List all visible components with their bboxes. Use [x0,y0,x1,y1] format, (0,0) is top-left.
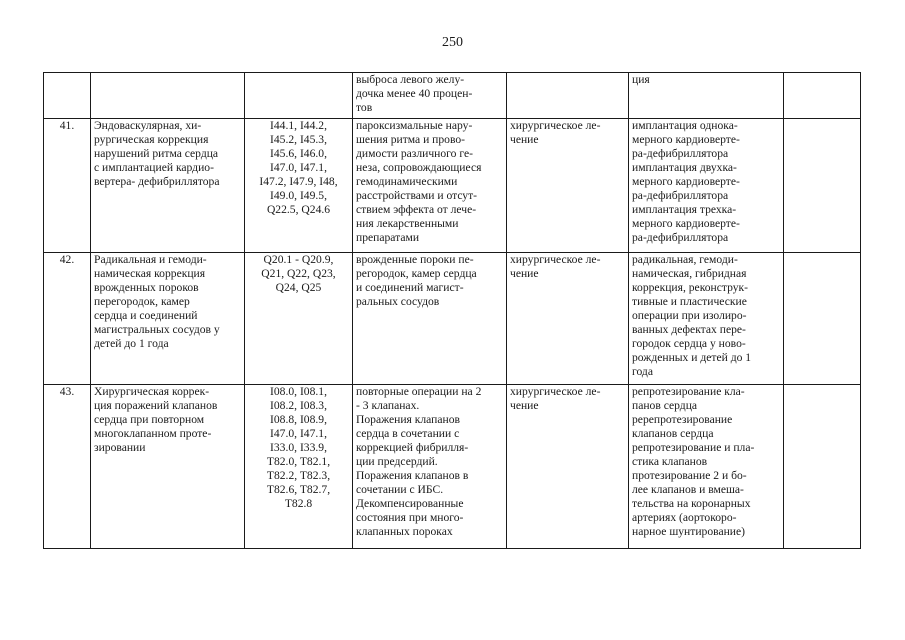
cell-text-line: артериях (аортокоро- [632,511,737,524]
cell-text-line: детей до 1 года [94,337,169,350]
cell-text-line: имплантация трехка- [632,203,737,216]
cell-text-line: Декомпенсированные [356,497,464,510]
cell-text-line: намическая, гибридная [632,267,747,280]
cell-text-line: намическая коррекция [94,267,206,280]
row-number-cell [44,253,91,385]
cell-text-line: регородок, камер сердца [356,267,477,280]
cell-text-line: перегородок, камер [94,295,190,308]
cell-text-line: T82.2, T82.3, [266,469,331,482]
cell-text-line: Q21, Q22, Q23, [261,267,336,280]
cell-text-line: городок сердца у ново- [632,337,746,350]
cell-text-line: операции при изолиро- [632,309,747,322]
cell-text-line: дочка менее 40 процен- [356,87,473,100]
patient-model-cell [353,385,507,549]
cell-text-line: сердца при повторном [94,413,205,426]
cell-text-line: тельства на коронарных [632,497,751,510]
cell-text-line: ции предсердий. [356,455,438,468]
cell-text-line: стика клапанов [632,455,708,468]
cell-text-line: состояния при много- [356,511,464,524]
cell-text-line: повторные операции на 2 [356,385,482,398]
cell-text-line: ра-дефибриллятора [632,189,729,202]
cell-text-line: многоклапанном проте- [94,427,212,440]
cell-text-line: T82.6, T82.7, [266,483,331,496]
cell-text-line: I49.0, I49.5, [270,189,327,202]
cell-text-line: чение [510,267,539,280]
cell-text-line: чение [510,133,539,146]
cell-text-line: ререпротезирование [632,413,733,426]
cell-text-line: клапанов сердца [632,427,714,440]
standard-cost-cell [784,73,861,119]
cell-text-line: нарушений ритма сердца [94,147,219,160]
medical-care-table [43,72,861,549]
cell-text-line: I08.8, I08.9, [270,413,327,426]
cell-text-line: Поражения клапанов в [356,469,469,482]
cell-text-line: T82.0, T82.1, [266,455,331,468]
cell-text-line: с имплантацией кардио- [94,161,214,174]
patient-model-cell [353,253,507,385]
cell-text-line: I47.0, I47.1, [270,427,327,440]
cell-text-line: гемодинамическими [356,175,458,188]
cell-text-line: клапанных пороках [356,525,453,538]
cell-text-line: лее клапанов и вмеша- [632,483,744,496]
cell-text-line: димости различного ге- [356,147,473,160]
treatment-method-cell [629,119,784,253]
treatment-method-cell [629,385,784,549]
cell-text-line: года [632,365,653,378]
icd-codes-cell [245,385,353,549]
treatment-method-cell [629,253,784,385]
cell-text-line: репротезирование и пла- [632,441,755,454]
cell-text-line: хирургическое ле- [510,385,601,398]
cell-text-line: рожденных и детей до 1 [632,351,752,364]
cell-text-line: мерного кардиоверте- [632,175,740,188]
table-row [44,385,861,549]
cell-text-line: хирургическое ле- [510,119,601,132]
cell-text-line: коррекция, реконструк- [632,281,749,294]
cell-text-line: тов [356,101,373,114]
cell-text-line: панов сердца [632,399,698,412]
cell-text-line: чение [510,399,539,412]
treatment-type-cell [507,73,629,119]
care-type-name-cell [91,73,245,119]
cell-text-line: репротезирование кла- [632,385,745,398]
cell-text-line: хирургическое ле- [510,253,601,266]
cell-text-line: - 3 клапанах. [356,399,420,412]
cell-text-line: ра-дефибриллятора [632,231,729,244]
cell-text-line: имплантация однока- [632,119,738,132]
treatment-type-cell [507,119,629,253]
cell-text-line: коррекцией фибрилля- [356,441,469,454]
care-type-name-cell [91,119,245,253]
cell-text-line: T82.8 [284,497,313,510]
cell-text-line: расстройствами и отсут- [356,189,478,202]
care-type-name-cell [91,385,245,549]
table-row [44,73,861,119]
cell-text-line: I45.2, I45.3, [270,133,327,146]
cell-text-line: пароксизмальные нару- [356,119,473,132]
cell-text-line: врожденных пороков [94,281,199,294]
cell-text-line: вертера- дефибриллятора [94,175,220,188]
cell-text-line: Q24, Q25 [275,281,322,294]
cell-text-line: выброса левого желу- [356,73,465,86]
icd-codes-cell [245,73,353,119]
standard-cost-cell [784,253,861,385]
cell-text-line: Поражения клапанов [356,413,460,426]
standard-cost-cell [784,119,861,253]
cell-text-line: Эндоваскулярная, хи- [94,119,202,132]
patient-model-cell [353,119,507,253]
cell-text-line: ция поражений клапанов [94,399,218,412]
treatment-method-cell [629,73,784,119]
cell-text-line: Радикальная и гемоди- [94,253,207,266]
table-row [44,119,861,253]
cell-text-line: врожденные пороки пе- [356,253,474,266]
cell-text-line: ция [632,73,650,86]
cell-text-line: рургическая коррекция [94,133,209,146]
cell-text-line: I44.1, I44.2, [270,119,327,132]
cell-text-line: сердца в сочетании с [356,427,460,440]
cell-text-line: ра-дефибриллятора [632,147,729,160]
cell-text: 41. [59,119,75,132]
cell-text-line: нарное шунтирование) [632,525,746,538]
cell-text-line: I08.0, I08.1, [270,385,327,398]
row-number-cell [44,119,91,253]
cell-text: 42. [59,253,75,266]
cell-text-line: радикальная, гемоди- [632,253,738,266]
cell-text-line: и соединений магист- [356,281,464,294]
care-type-name-cell [91,253,245,385]
cell-text-line: сердца и соединений [94,309,198,322]
cell-text-line: ральных сосудов [356,295,440,308]
page-number: 250 [442,35,463,50]
cell-text-line: шения ритма и прово- [356,133,466,146]
table-body [44,73,861,549]
icd-codes-cell [245,253,353,385]
cell-text-line: Хирургическая коррек- [94,385,210,398]
cell-text-line: тивные и пластические [632,295,747,308]
cell-text-line: I47.2, I47.9, I48, [259,175,338,188]
standard-cost-cell [784,385,861,549]
patient-model-cell [353,73,507,119]
treatment-type-cell [507,385,629,549]
cell-text-line: Q22.5, Q24.6 [266,203,331,216]
row-number-cell [44,73,91,119]
table-row [44,253,861,385]
cell-text-line: магистральных сосудов у [94,323,220,336]
cell-text-line: мерного кардиоверте- [632,217,740,230]
cell-text-line: I45.6, I46.0, [270,147,327,160]
cell-text-line: ванных дефектах пере- [632,323,746,336]
cell-text-line: I47.0, I47.1, [270,161,327,174]
cell-text-line: ствием эффекта от лече- [356,203,477,216]
cell-text-line: I33.0, I33.9, [270,441,327,454]
cell-text-line: препаратами [356,231,420,244]
icd-codes-cell [245,119,353,253]
cell-text-line: сочетании с ИБС. [356,483,444,496]
treatment-type-cell [507,253,629,385]
cell-text-line: Q20.1 - Q20.9, [263,253,334,266]
cell-text-line: мерного кардиоверте- [632,133,740,146]
row-number-cell [44,385,91,549]
cell-text-line: имплантация двухка- [632,161,737,174]
cell-text: 43. [59,385,75,398]
cell-text-line: зировании [94,441,146,454]
cell-text-line: неза, сопровождающиеся [356,161,482,174]
cell-text-line: ния лекарственными [356,217,459,230]
cell-text-line: I08.2, I08.3, [270,399,327,412]
cell-text-line: протезирование 2 и бо- [632,469,747,482]
